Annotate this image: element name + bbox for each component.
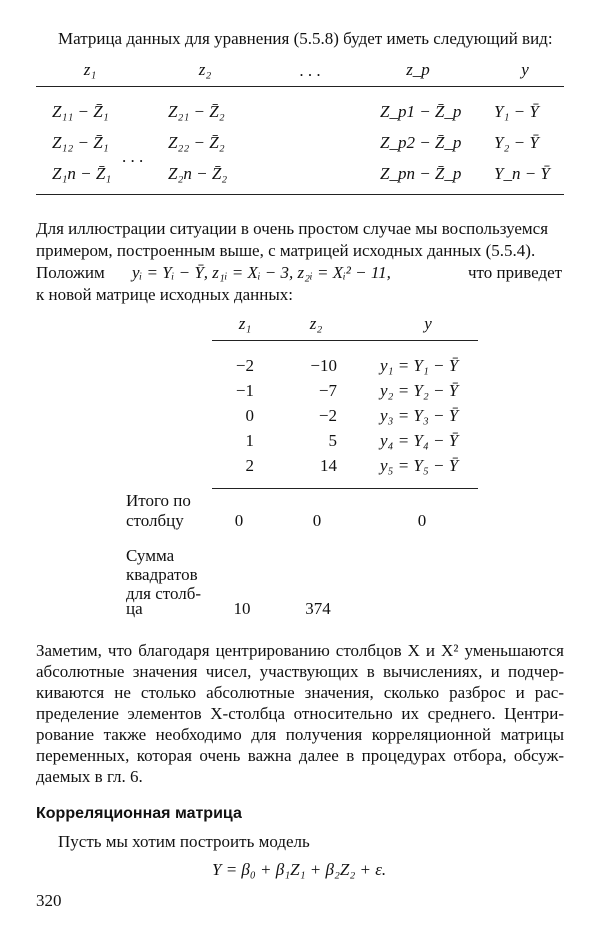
matrix1-header-y: y	[521, 60, 529, 79]
matrix2-cell-z2: −7	[318, 381, 337, 400]
sumsq-label: ца	[126, 599, 143, 618]
matrix2-cell-z2: −10	[310, 356, 337, 375]
matrix2-cell-z2: −2	[318, 406, 337, 425]
paragraph-line: Положим	[36, 263, 105, 282]
paragraph-line: переменных, которая очень важна далее в процедурах отбора, обсуж-	[36, 746, 564, 765]
matrix2-cell-y: y₄ = Y₄ − Ȳ	[380, 431, 459, 450]
matrix2-cell-y: y₁ = Y₁ − Ȳ	[380, 356, 459, 375]
centering-formula: yᵢ = Yᵢ − Ȳ, z₁ᵢ = Xᵢ − 3, z₂ᵢ = Xᵢ² − 11,	[132, 263, 391, 282]
matrix1-cell: Z_p1 − Z̄_p	[380, 102, 462, 121]
sumsq-label: квадратов	[126, 565, 198, 584]
paragraph-line: что приведет	[468, 263, 563, 282]
matrix2-cell-z1: 0	[245, 406, 254, 425]
paragraph-line: абсолютные значения чисел, участвующих в вычислениях, и подчер-	[36, 662, 564, 681]
matrix1-dots: . . .	[122, 147, 144, 166]
matrix1-top-rule	[36, 86, 564, 87]
matrix1-cell: Y₁ − Ȳ	[494, 102, 539, 121]
matrix2-header-z1: z₁	[238, 314, 252, 333]
page-number: 320	[36, 891, 62, 910]
section-title: Корреляционная матрица	[36, 805, 242, 822]
matrix1-cell: Z_pn − Z̄_p	[380, 164, 462, 183]
matrix2-cell-y: y₂ = Y₂ − Ȳ	[380, 381, 459, 400]
matrix2-cell-y: y₅ = Y₅ − Ȳ	[380, 456, 459, 475]
matrix2-cell-z1: −2	[235, 356, 254, 375]
total-label: Итого по	[126, 491, 191, 510]
matrix1-cell: Z_p2 − Z̄_p	[380, 133, 462, 152]
matrix1-cell: Z₁₂ − Z̄₁	[52, 133, 109, 152]
matrix1-header-z1: z₁	[83, 60, 97, 79]
total-z2: 0	[312, 511, 322, 530]
matrix1-cell: Z₂n − Z̄₂	[168, 164, 228, 183]
total-z1: 0	[234, 511, 244, 530]
matrix2-cell-z2: 5	[328, 431, 337, 450]
matrix1-cell: Y_n − Ȳ	[494, 164, 550, 183]
paragraph-line: примером, построенным выше, с матрицей исходных данных (5.5.4).	[36, 241, 536, 260]
matrix1-header-dots: . . .	[299, 61, 321, 80]
paragraph-line: к новой матрице исходных данных:	[36, 285, 293, 304]
matrix1-bottom-rule	[36, 194, 564, 195]
matrix2-cell-z2: 14	[320, 456, 337, 475]
paragraph-line: пределение элементов X-столбца относительно их среднего. Центри-	[36, 704, 564, 723]
matrix2-cell-z1: 1	[245, 431, 254, 450]
matrix1-cell: Z₁₁ − Z̄₁	[52, 102, 109, 121]
intro-text: Матрица данных для уравнения (5.5.8) будет иметь следующий вид:	[58, 29, 553, 48]
paragraph-line: рование также необходимо для получения корреляционной матрицы	[36, 725, 564, 744]
matrix1-header-zp: z_p	[406, 60, 430, 79]
model-intro-text: Пусть мы хотим построить модель	[58, 832, 310, 851]
matrix2-header-z2: z₂	[309, 314, 323, 333]
matrix1-header-z2: z₂	[198, 60, 212, 79]
total-y: 0	[417, 511, 427, 530]
matrix1-cell: Z₂₂ − Z̄₂	[168, 133, 225, 152]
matrix2-cell-z1: −1	[235, 381, 254, 400]
total-label: столбцу	[126, 511, 184, 530]
sumsq-z2: 374	[305, 599, 331, 618]
model-equation: Y = β₀ + β₁Z₁ + β₂Z₂ + ε.	[212, 860, 387, 879]
sumsq-label: Сумма	[126, 546, 175, 565]
matrix2-cell-y: y₃ = Y₃ − Ȳ	[380, 406, 459, 425]
matrix1-cell: Y₂ − Ȳ	[494, 133, 539, 152]
paragraph-line: Для иллюстрации ситуации в очень простом случае мы воспользуемся	[36, 219, 549, 238]
sumsq-z1: 10	[233, 599, 251, 618]
sumsq-label: для столб-	[126, 584, 202, 603]
matrix1-cell: Z₂₁ − Z̄₂	[168, 102, 225, 121]
paragraph-line: даемых в гл. 6.	[36, 767, 143, 786]
matrix2-top-rule	[212, 340, 478, 341]
paragraph-line: киваются не столько абсолютные значения, сколько разброс и рас-	[36, 683, 564, 702]
paragraph-line: Заметим, что благодаря центрированию столбцов X и X² уменьшаются	[36, 641, 564, 660]
matrix2-bottom-rule	[212, 488, 478, 489]
matrix2-header-y: y	[424, 314, 432, 333]
matrix2-cell-z1: 2	[245, 456, 254, 475]
matrix1-cell: Z₁n − Z̄₁	[52, 164, 112, 183]
